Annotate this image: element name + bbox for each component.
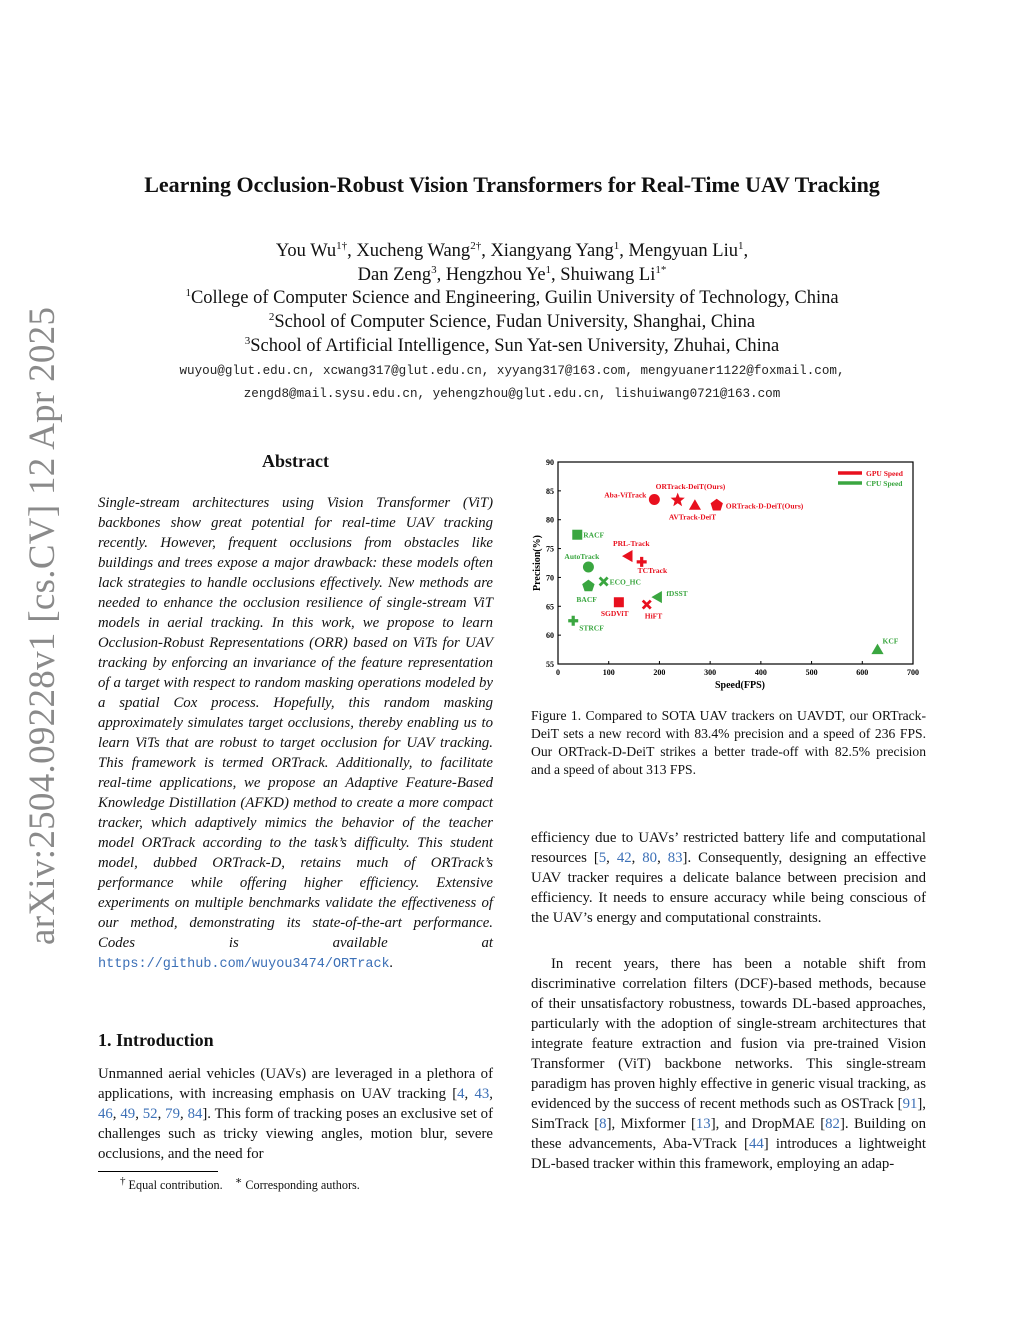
point-racf-label: RACF — [583, 530, 605, 540]
author: Dan Zeng$^3$ — [357, 263, 437, 285]
x-tick-label: 700 — [907, 668, 919, 677]
citation[interactable]: 42 — [616, 850, 632, 866]
citation[interactable]: 43 — [474, 1086, 490, 1102]
y-tick-label: 65 — [546, 602, 554, 612]
email-line-2: zengd8@mail.sysu.edu.cn, yehengzhou@glut.edu.cn, lishuiwang0721@163.com — [243, 387, 781, 401]
point-racf — [572, 530, 582, 540]
point-bacf-label: BACF — [576, 595, 597, 605]
citation[interactable]: 13 — [695, 1116, 711, 1132]
point-aba-vitrack-label: Aba-ViTrack — [604, 490, 647, 500]
footnote-rule — [98, 1171, 218, 1172]
point-tctrack-label: TCTrack — [637, 565, 668, 575]
point-eco-hc-label: ECO_HC — [609, 577, 641, 587]
point-hift-label: HiFT — [644, 611, 663, 621]
point-autotrack-label: AutoTrack — [564, 552, 600, 562]
author: Mengyuan Liu$^1$ — [628, 239, 744, 261]
intro-paragraph: Unmanned aerial vehicles (UAVs) are leveraged in a plethora of applications, with increasing emphasis on UAV tracking [4, 43, 46, 49, 52, 79, 84]. This form of tracking poses an exclusive set of challenges such as tricky viewing angles, motion blur, severe occlusions, and the need for — [98, 1066, 494, 1162]
affiliation: $^3$School of Artificial Intelligence, Sun Yat-sen University, Zhuhai, China — [244, 334, 780, 356]
citation[interactable]: 4 — [457, 1086, 465, 1102]
abstract-body: Single-stream architectures using Vision Transformer (ViT) backbones show great potential for real-time UAV tracking recently. However, frequent occlusions from obstacles like buildings and trees expose a major drawback: these models often lack strategies to handle occlusions effectively. New methods are needed to enhance the occlusion resilience of single-stream ViT models in aerial tracking. In this work, we propose to learn Occlusion-Robust Representations (ORR) based on ViTs for UAV tracking by enforcing an invariance of the feature representation of a target with respect to random masking operations modeled by a spatial Cox process. Hopefully, this random masking approximately simulates target occlusions, thereby enabling us to learn ViTs that are robust to target occlusion for UAV tracking. This framework is termed ORTrack. Additionally, to facilitate real-time applications, we propose an Adaptive Feature-Based Knowledge Distillation (AFKD) method to create a more compact tracker, which adaptively mimics the behavior of the teacher model ORTrack according to the task’s difficulty. This student model, dubbed ORTrack-D, retains much of ORTrack’s performance while offering higher efficiency. Extensive experiments on multiple benchmarks validate the effectiveness of our method, demonstrating its state-of-the-art performance. Codes is available at https://github.com/wuyou3474/ORTrack. — [98, 495, 493, 972]
affiliation: $^1$College of Computer Science and Engineering, Guilin University of Technology, China — [185, 286, 839, 308]
email-line-1: wuyou@glut.edu.cn, xcwang317@glut.edu.cn, xyyang317@163.com, mengyuaner1122@foxmail.com, — [179, 364, 845, 378]
y-tick-label: 55 — [546, 660, 554, 669]
y-tick-label: 90 — [546, 458, 554, 467]
y-tick-label: 70 — [546, 573, 554, 583]
citation[interactable]: 80 — [642, 850, 658, 866]
point-ortrack-d-deit-ours-label: ORTrack-D-DeiT(Ours) — [725, 501, 804, 511]
point-sgdvit — [614, 597, 624, 607]
citation[interactable]: 82 — [825, 1116, 840, 1132]
point-avtrack-deit — [689, 499, 701, 510]
chart-axes — [546, 458, 919, 677]
y-tick-label: 75 — [546, 544, 554, 554]
point-autotrack — [583, 562, 594, 573]
point-prl-track — [622, 550, 633, 562]
right-col-paragraph-2: In recent years, there has been a notable shift from discriminative correlation filters (DCF)-based methods, because of their unsatisfactory robustness, towards DL-based approaches, particularly with the adoption of single-stream architectures that integrate feature extraction and fusion via pre-trained Vision Transformer (ViT) backbone networks. This single-stream paradigm has proven highly effective in generic visual tracking, as evidenced by the success of recent methods such as OSTrack [91], SimTrack [8], Mixformer [13], and DropMAE [82]. Building on these advancements, Aba-VTrack [44] introduces a lightweight DL-based tracker within this framework, employing an adap- — [531, 956, 926, 1172]
citation[interactable]: 46 — [98, 1106, 113, 1122]
citation[interactable]: 83 — [667, 850, 683, 866]
point-ortrack-d-deit-ours — [711, 499, 723, 511]
citation[interactable]: 8 — [599, 1116, 607, 1132]
intro-heading: 1. Introduction — [98, 1030, 214, 1050]
author: Hengzhou Ye$^1$ — [445, 263, 552, 285]
affiliation: $^2$School of Computer Science, Fudan University, Shanghai, China — [268, 310, 756, 332]
x-tick-label: 100 — [602, 668, 615, 677]
y-tick-label: 60 — [546, 631, 554, 641]
author: Xucheng Wang$^{2\dagger}$ — [356, 239, 482, 261]
citation[interactable]: 52 — [142, 1106, 158, 1122]
arxiv-id: arXiv:2504.09228v1 [cs.CV] 12 Apr 2025 — [22, 306, 63, 945]
author: Xiangyang Yang$^1$ — [490, 239, 620, 261]
y-tick-label: 85 — [546, 486, 554, 496]
point-ortrack-deit-ours-label: ORTrack-DeiT(Ours) — [655, 482, 726, 492]
legend-label-1: CPU Speed — [866, 479, 903, 488]
right-col-paragraph-1: efficiency due to UAVs’ restricted battery life and computational resources [5, 42, 80, 83]. Consequently, designing an effective UAV tracker requires a delicate balance between precision and efficiency. It needs to ensure accuracy while being conscious of the UAV’s energy and computational constraints. — [531, 830, 927, 926]
point-eco-hc — [600, 577, 608, 585]
abstract-heading: Abstract — [262, 451, 329, 471]
citation[interactable]: 49 — [120, 1106, 136, 1122]
citation[interactable]: 91 — [902, 1096, 918, 1112]
x-tick-label: 500 — [805, 668, 818, 677]
point-bacf — [582, 580, 594, 592]
legend-label-0: GPU Speed — [866, 469, 903, 478]
authors-line-2: Dan Zeng$^3$, Hengzhou Ye$^1$, Shuiwang $Li^{1*}$ — [357, 263, 667, 285]
point-sgdvit-label: SGDViT — [600, 609, 629, 619]
point-fdsst-label: fDSST — [666, 589, 688, 599]
point-avtrack-deit-label: AVTrack-DeiT — [668, 512, 717, 522]
point-aba-vitrack — [649, 494, 660, 505]
citation[interactable]: 79 — [165, 1106, 180, 1122]
point-kcf-label: KCF — [882, 636, 899, 646]
x-tick-label: 0 — [556, 668, 560, 677]
figure-1-chart — [528, 450, 928, 695]
point-hift — [643, 601, 651, 609]
point-strcf-label: STRCF — [579, 623, 604, 633]
figure-1-caption: Figure 1. Compared to SOTA UAV trackers on UAVDT, our ORTrack-DeiT sets a new record with 83.4% precision and a speed of 236 FPS. Our ORTrack-D-DeiT strikes a better trade-off with 82.5% precision and a speed of about 313 FPS. — [531, 708, 926, 777]
chart-marks — [564, 482, 898, 654]
code-link[interactable]: https://github.com/wuyou3474/ORTrack — [98, 957, 390, 972]
x-tick-label: 200 — [653, 668, 666, 677]
point-strcf — [568, 616, 578, 626]
x-tick-label: 400 — [754, 668, 767, 677]
x-tick-label: 300 — [704, 668, 717, 677]
citation[interactable]: 5 — [598, 850, 607, 866]
point-prl-track-label: PRL-Track — [613, 539, 650, 549]
author: You $Wu^{1\dagger}$ — [275, 239, 348, 261]
citation[interactable]: 84 — [187, 1106, 203, 1122]
x-tick-label: 600 — [856, 668, 869, 677]
point-ortrack-deit-ours — [671, 493, 685, 507]
y-tick-label: 80 — [546, 515, 554, 525]
paper-title: Learning Occlusion-Robust Vision Transformers for Real-Time UAV Tracking — [144, 172, 880, 197]
y-axis-label: Precision(%) — [532, 535, 543, 591]
point-fdsst — [651, 591, 662, 603]
x-axis-label: Speed(FPS) — [715, 680, 765, 691]
authors-line-1: You $Wu^{1\dagger}$, Xucheng Wang$^{2\dagger}$, Xiangyang Yang$^1$, Mengyuan Liu$^1$, — [275, 239, 749, 261]
citation[interactable]: 44 — [748, 1136, 764, 1152]
author: Shuiwang $Li^{1*}$ — [560, 263, 667, 285]
chart-legend — [838, 469, 904, 488]
footnote: † Equal contribution. ∗ Corresponding authors. — [120, 1174, 360, 1192]
